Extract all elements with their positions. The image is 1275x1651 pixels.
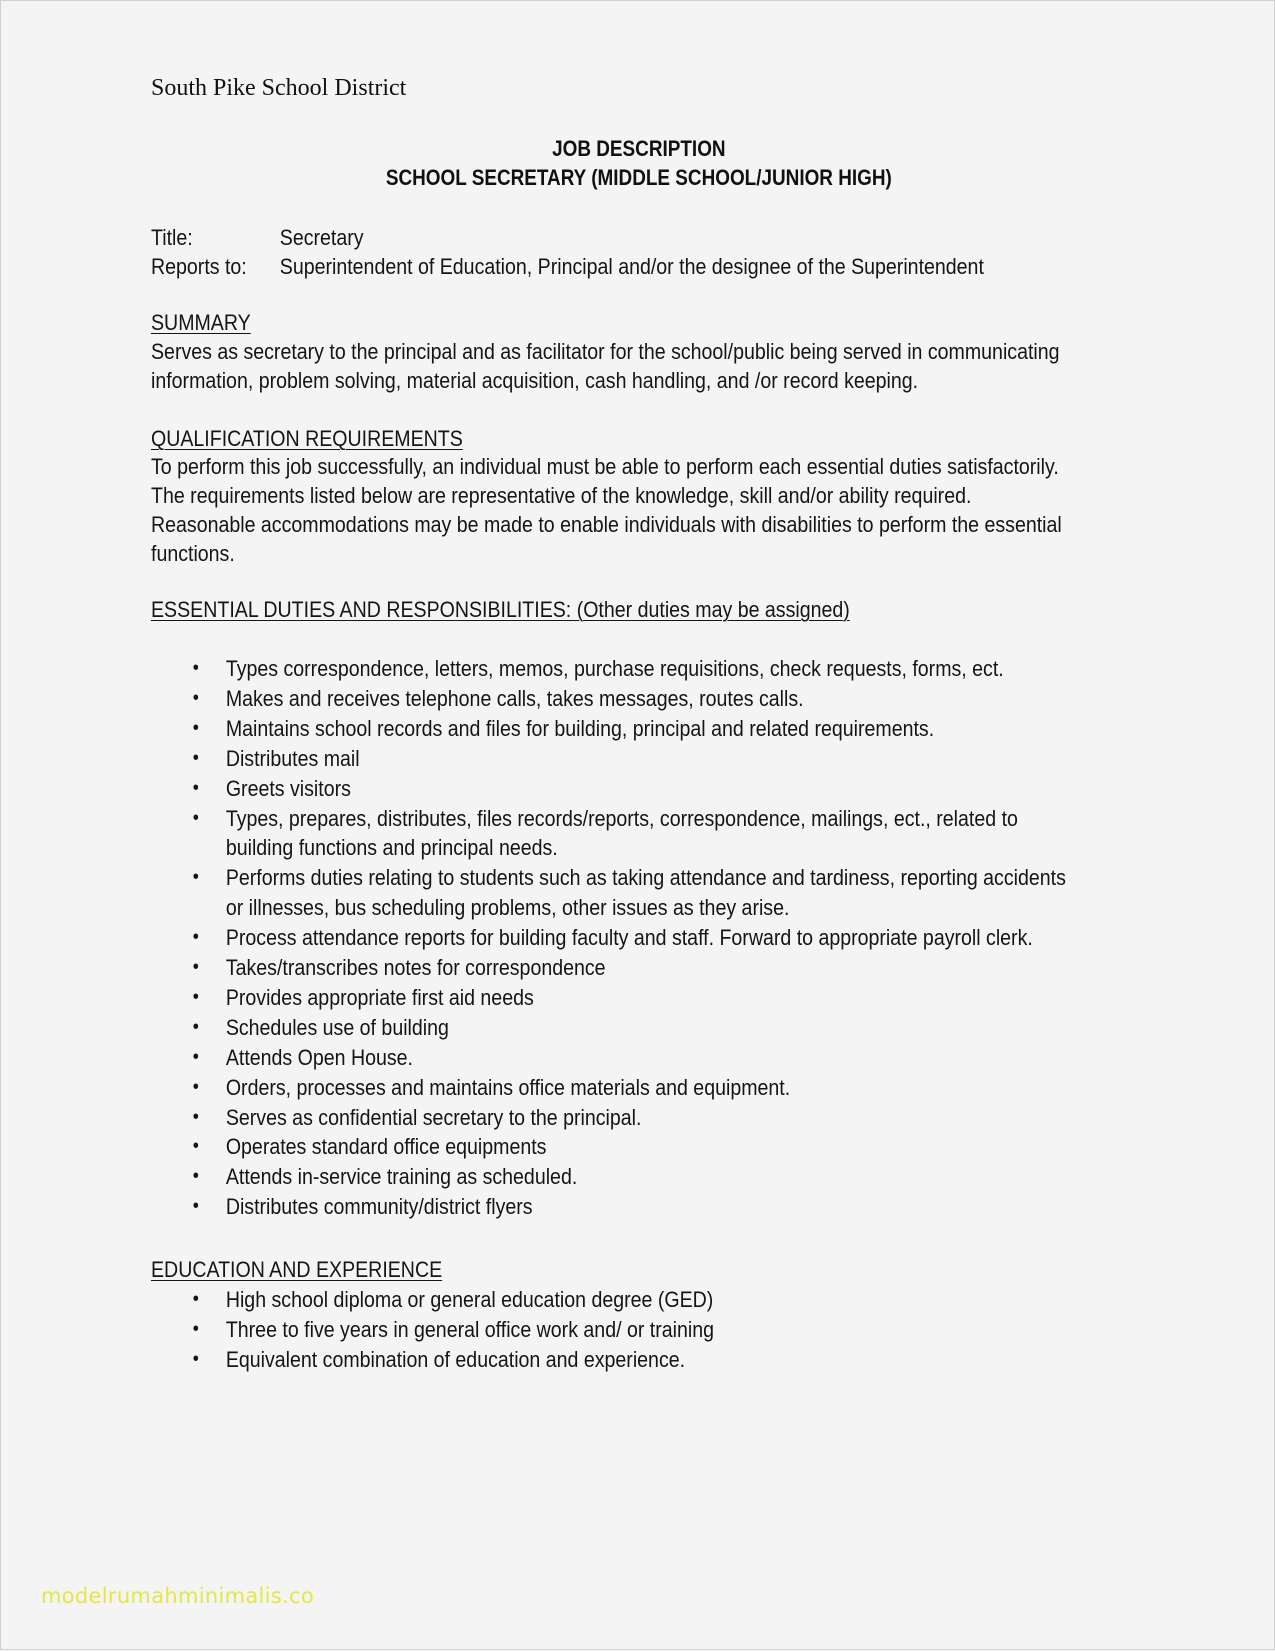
summary-line: information, problem solving, material acquisition, cash handling, and /or record keeping. <box>151 368 919 393</box>
duties-heading: ESSENTIAL DUTIES AND RESPONSIBILITIES: (Other duties may be assigned) <box>151 597 850 622</box>
list-item: Operates standard office equipments <box>225 1134 547 1160</box>
list-item: Makes and receives telephone calls, takes messages, routes calls. <box>225 685 804 711</box>
qualification-heading: QUALIFICATION REQUIREMENTS <box>151 426 463 451</box>
document-body <box>151 1 1195 1651</box>
bullet-icon: • <box>192 657 199 679</box>
list-item: Attends Open House. <box>225 1044 413 1070</box>
bullet-icon: • <box>192 1045 199 1068</box>
list-item: Serves as confidential secretary to the principal. <box>225 1104 642 1130</box>
bullet-icon: • <box>192 686 199 709</box>
watermark: modelrumahminimalis.co <box>41 1584 315 1608</box>
list-item: or illnesses, bus scheduling problems, other issues as they arise. <box>225 895 790 921</box>
list-item: Three to five years in general office work and/ or training <box>225 1316 715 1342</box>
list-item: Provides appropriate first aid needs <box>225 984 534 1010</box>
list-item: Greets visitors <box>225 775 351 801</box>
bullet-icon: • <box>192 806 199 829</box>
bullet-icon: • <box>192 1075 199 1098</box>
list-item: Schedules use of building <box>225 1014 449 1040</box>
bullet-icon: • <box>192 866 199 889</box>
heading-job-description: JOB DESCRIPTION <box>552 136 726 161</box>
list-item: Distributes community/district flyers <box>225 1194 533 1220</box>
bullet-icon: • <box>192 1195 199 1218</box>
list-item: Orders, processes and maintains office materials and equipment. <box>225 1074 791 1100</box>
bullet-icon: • <box>192 1165 199 1188</box>
reports-value: Superintendent of Education, Principal and/or the designee of the Superintendent <box>279 254 984 279</box>
list-item: Types correspondence, letters, memos, purchase requisitions, check requests, forms, ect. <box>225 656 1004 681</box>
bullet-icon: • <box>192 746 199 769</box>
bullet-icon: • <box>192 776 199 799</box>
summary-line: Serves as secretary to the principal and as facilitator for the school/public being served in communicating <box>151 339 1060 364</box>
list-item: Maintains school records and files for building, principal and related requirements. <box>225 715 935 741</box>
list-item: Attends in-service training as scheduled. <box>225 1164 578 1190</box>
qualification-line: The requirements listed below are representative of the knowledge, skill and/or ability required. <box>151 483 972 508</box>
summary-heading: SUMMARY <box>151 310 251 335</box>
bullet-icon: • <box>192 956 199 978</box>
title-label: Title: <box>151 225 193 250</box>
list-item: Takes/transcribes notes for correspondence <box>225 955 606 980</box>
education-heading: EDUCATION AND EXPERIENCE <box>151 1257 443 1282</box>
bullet-icon: • <box>192 926 199 949</box>
bullet-icon: • <box>192 1015 199 1038</box>
list-item: High school diploma or general education degree (GED) <box>225 1287 714 1312</box>
heading-position: SCHOOL SECRETARY (MIDDLE SCHOOL/JUNIOR HIGH) <box>385 165 892 190</box>
list-item: Equivalent combination of education and experience. <box>225 1346 686 1372</box>
bullet-icon: • <box>192 1288 199 1310</box>
list-item: building functions and principal needs. <box>225 835 558 861</box>
qualification-line: functions. <box>151 541 235 566</box>
list-item: Process attendance reports for building faculty and staff. Forward to appropriate payroll clerk. <box>225 925 1033 951</box>
qualification-line: To perform this job successfully, an individual must be able to perform each essential duties satisfactorily. <box>151 454 1059 479</box>
bullet-icon: • <box>192 1135 199 1158</box>
qualification-line: Reasonable accommodations may be made to enable individuals with disabilities to perform the essential <box>151 512 1062 537</box>
bullet-icon: • <box>192 1105 199 1128</box>
bullet-icon: • <box>192 985 199 1008</box>
title-value: Secretary <box>279 225 364 250</box>
bullet-icon: • <box>192 1317 199 1340</box>
bullet-icon: • <box>192 1347 199 1370</box>
reports-label: Reports to: <box>151 254 247 279</box>
district-name: South Pike School District <box>151 75 407 101</box>
list-item: Types, prepares, distributes, files records/reports, correspondence, mailings, ect., related to <box>225 805 1018 831</box>
list-item: Distributes mail <box>225 745 360 771</box>
bullet-icon: • <box>192 716 199 739</box>
list-item: Performs duties relating to students such as taking attendance and tardiness, reporting accidents <box>225 865 1066 891</box>
